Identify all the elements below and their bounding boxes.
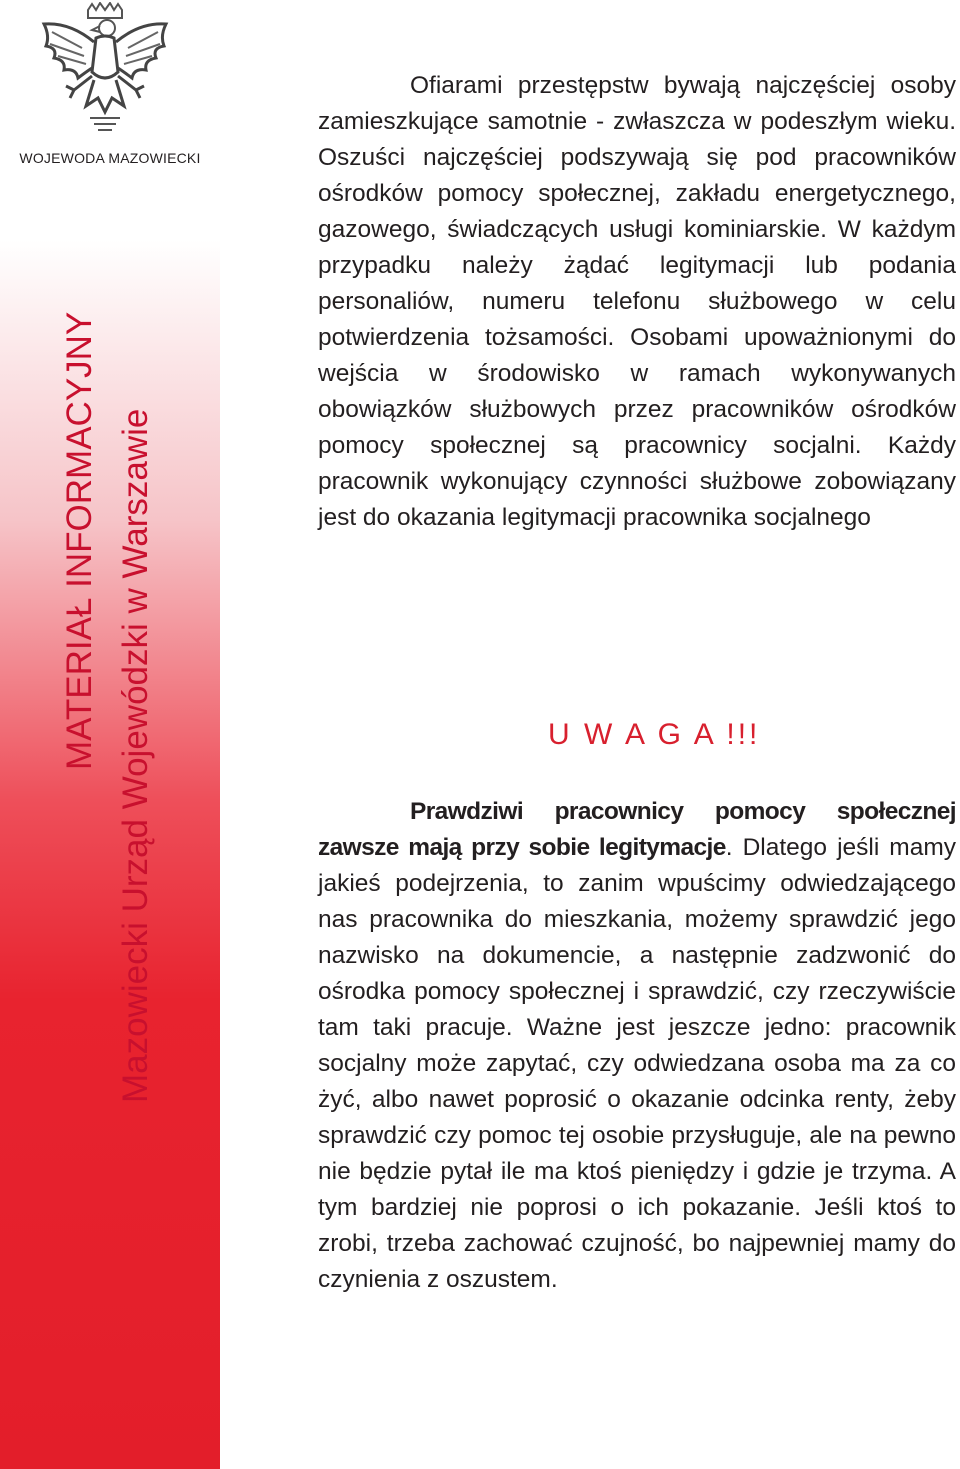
paragraph-2 <box>318 794 956 1298</box>
polish-eagle-emblem-icon <box>30 2 180 142</box>
paragraph-1: Ofiarami przestępstw bywają najczęściej osoby zamieszkujące samotnie - zwłaszcza w podeszłym wieku. Oszuści najczęściej podszywają się pod pracowników ośrodków pomocy społecznej, zakładu energetycznego, gazowego, świadczących usługi kominiarskie. W każdym przypadku należy żądać legitymacji lub podania personaliów, numeru telefonu służbowego w celu potwierdzenia tożsamości. Osobami upoważnionymi do wejścia w środowisko w ramach wykonywanych obowiązków służbowych przez pracowników ośrodków pomocy społecznej są pracownicy socjalni. Każdy pracownik wykonujący czynności służbowe zobowiązany jest do okazania legitymacji pracownika socjalnego <box>318 72 956 531</box>
title-urzad-wojewodzki: Mazowiecki Urząd Wojewódzki w Warszawie <box>116 408 155 1103</box>
secondary-text-block <box>318 794 956 1298</box>
org-label: WOJEWODA MAZOWIECKI <box>19 150 201 166</box>
title-material-informacyjny: MATERIAŁ INFORMACYJNY <box>60 311 99 770</box>
main-text-block <box>318 68 956 536</box>
paragraph-2-rest: . Dlatego jeśli mamy jakieś podejrzenia, to zanim wpuścimy odwiedzającego nas pracownika do mieszkania, możemy sprawdzić jego nazwisko na dokumencie, a następnie zadzwonić do ośrodka pomocy społecznej i sprawdzić, czy rzeczywiście tam taki pracuje. Ważne jest jeszcze jedno: pracownik socjalny może zapytać, czy odwiedzana osoba ma za co żyć, albo nawet poprosić o okazanie odcinka renty, żeby sprawdzić czy pomoc tej osobie przysługuje, ale na pewno nie będzie pytał ile ma ktoś pieniędzy i gdzie je trzyma. A tym bardziej nie poprosi o ich pokazanie. Jeśli ktoś to zrobi, trzeba zachować czujność, bo najpewniej mamy do czynienia z oszustem. <box>318 834 956 1293</box>
sidebar-panel <box>0 0 220 1469</box>
paragraph-2-bold-lead: Prawdziwi pracownicy pomocy społecznej zawsze mają przy sobie legitymacje <box>318 798 956 861</box>
warning-heading: U W A G A !!! <box>548 718 761 751</box>
